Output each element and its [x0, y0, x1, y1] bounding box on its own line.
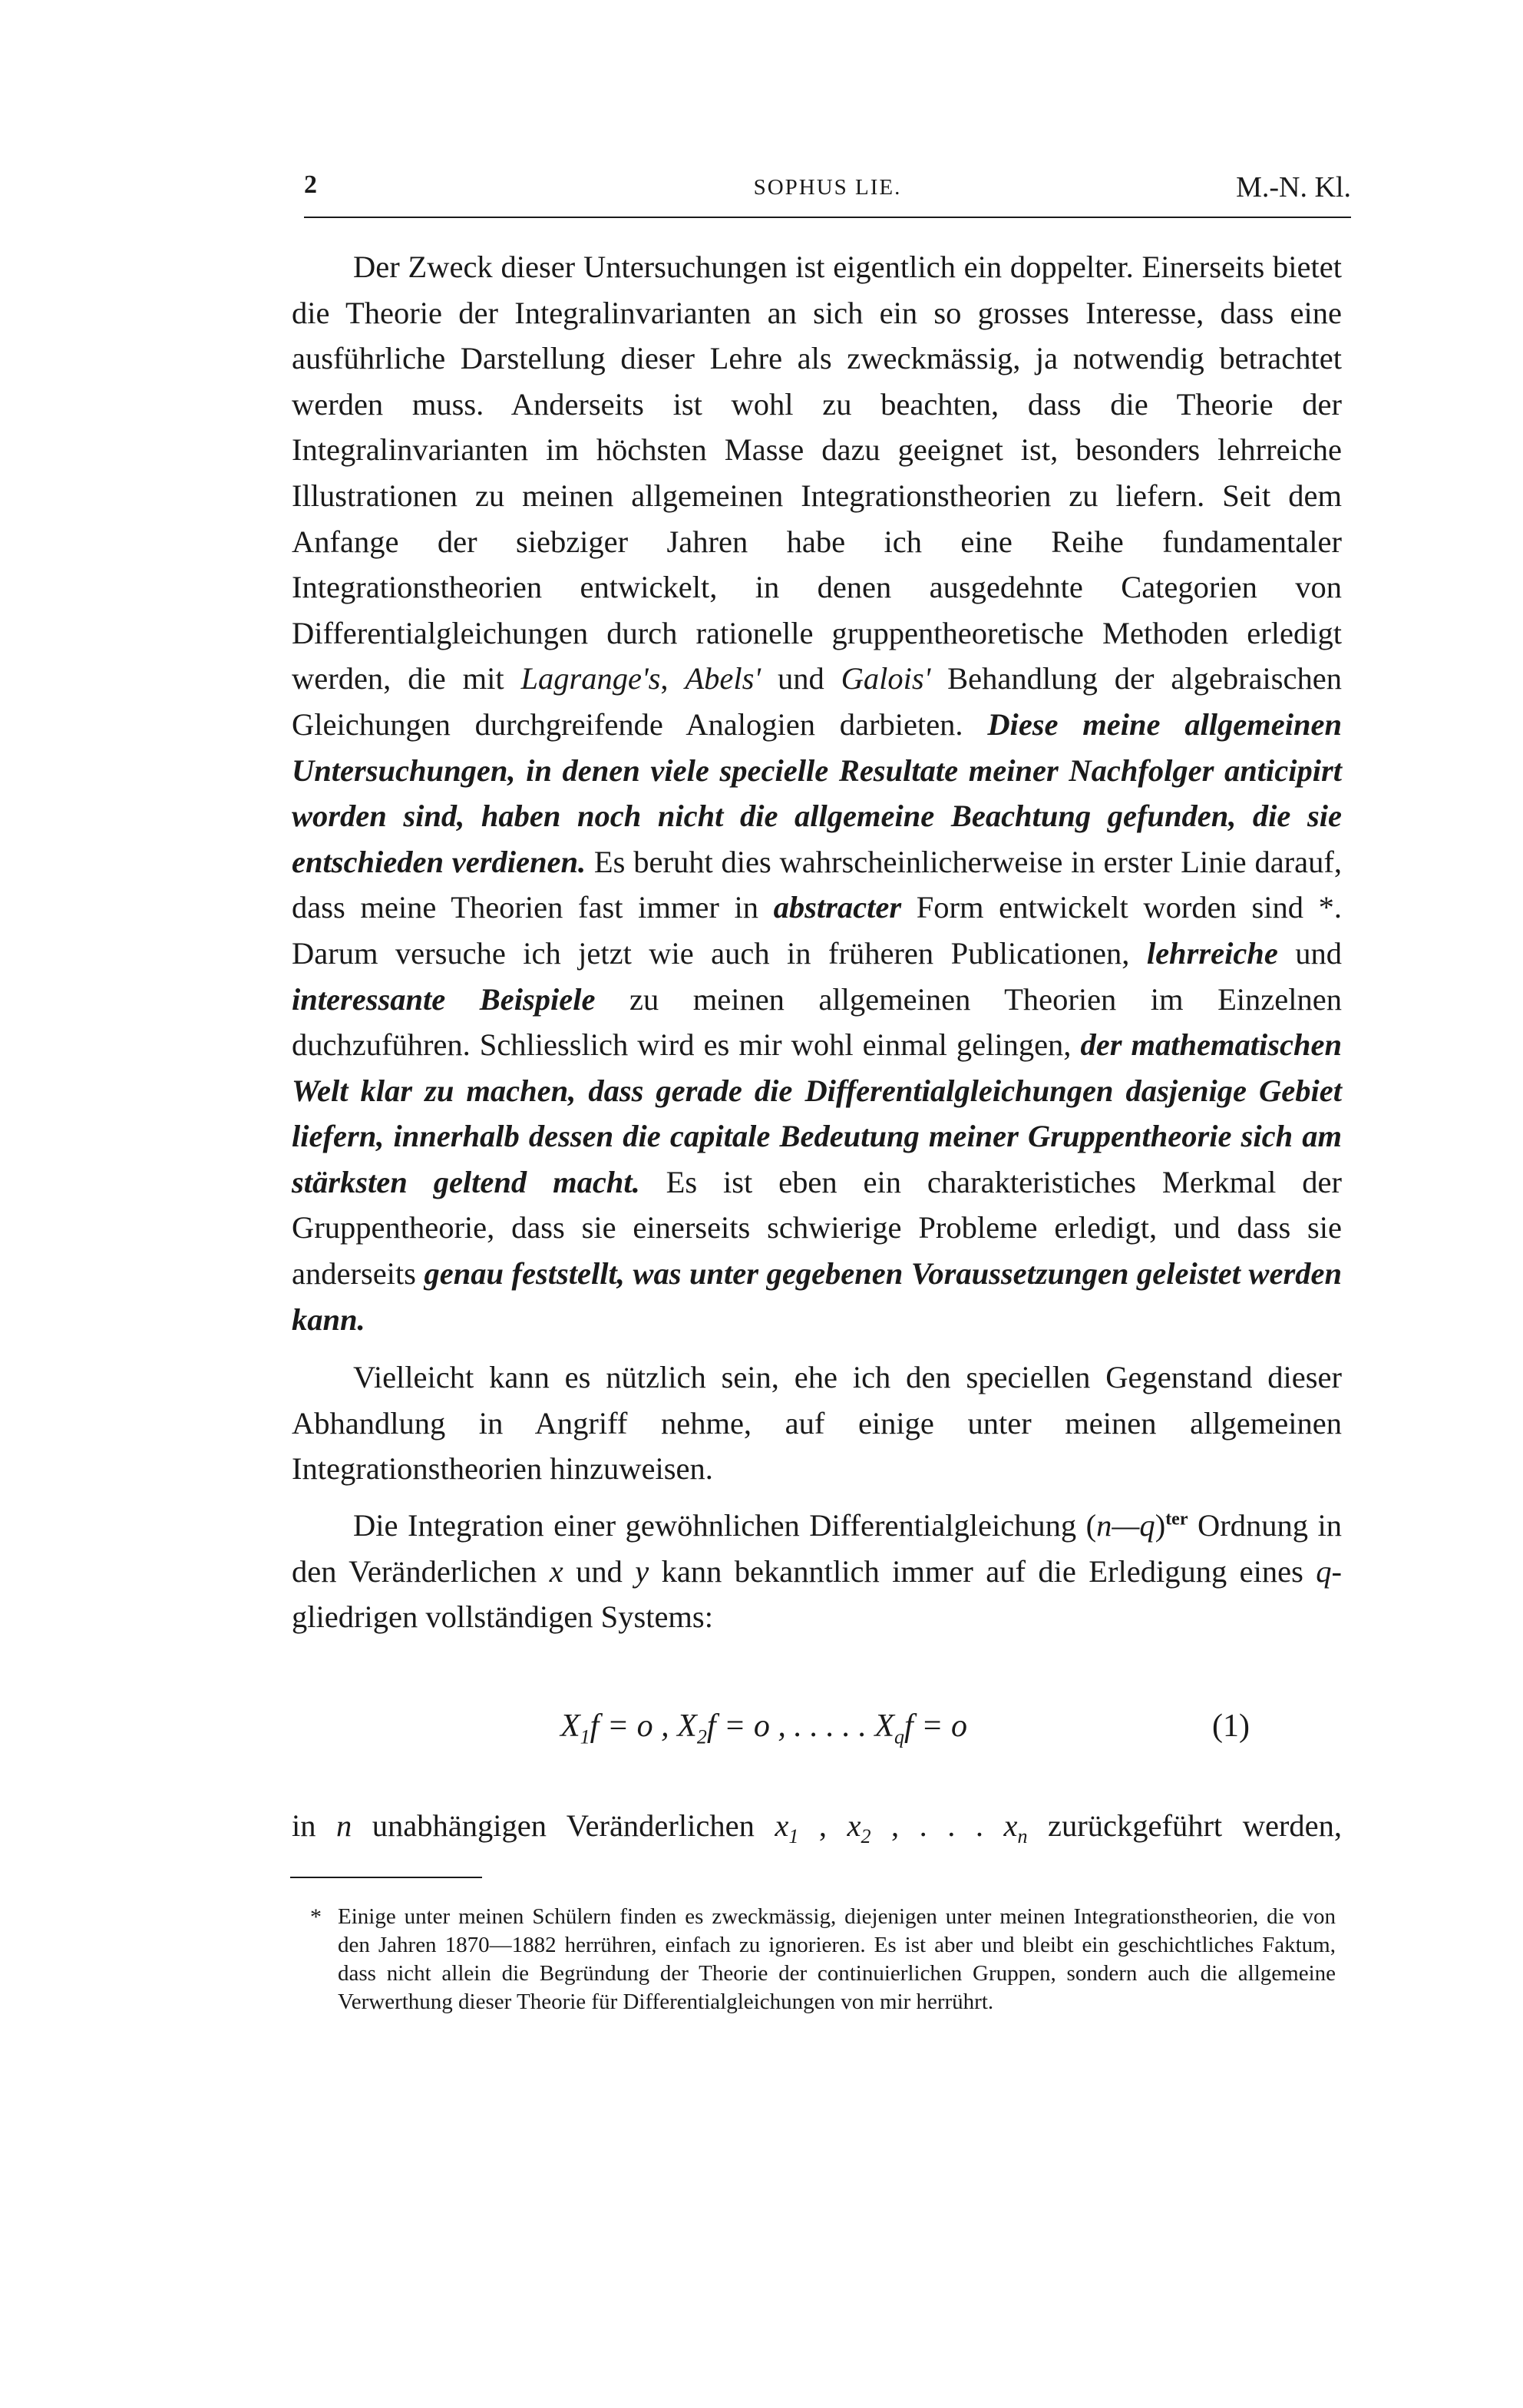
paragraph-3 — [292, 1503, 1342, 1640]
subscript: 2 — [696, 1725, 707, 1748]
emphasis: der mathematischen Welt klar zu machen, dass gerade die Differentialgleichungen dasjenige Gebiet liefern, innerhalb dessen die capitale Bedeutung meiner Gruppentheorie sich am stärksten geltend macht. — [292, 1027, 1343, 1199]
text-run: in — [292, 1808, 337, 1843]
math-var: X — [560, 1708, 580, 1744]
math-run: f = o , . . . . . — [706, 1708, 875, 1744]
equation-number: (1) — [1212, 1708, 1250, 1744]
footnote-text: Einige unter meinen Schülern finden es zweckmässig, diejenigen unter meinen Integrationstheorien, die von den Jahren 1870—1882 herrühren, einfach zu ignorieren. Es ist aber und bleibt ein geschichtliches Faktum, dass nicht allein die Begründung der Theorie der continuierlichen Gruppen, sondern auch die allgemeine Verwerthung dieser Theorie für Differentialgleichungen von mir herrührt. — [338, 1904, 1336, 2014]
text-run: , — [798, 1808, 847, 1843]
footnote — [310, 1903, 1336, 2016]
subscript: 1 — [580, 1725, 590, 1748]
text-run: unabhängigen Veränderlichen — [352, 1808, 775, 1843]
text-run: Die Integration einer gewöhnlichen Differentialgleichung ( — [353, 1508, 1097, 1543]
header-rule — [304, 217, 1351, 218]
text-run: , — [660, 661, 686, 696]
superscript: ter — [1165, 1509, 1188, 1530]
running-title: SOPHUS LIE. — [753, 175, 902, 200]
footnote-rule — [290, 1877, 482, 1878]
text-run: , . . . — [871, 1808, 1004, 1843]
math-var: X — [677, 1708, 697, 1744]
text-run: Ordnung in den Veränderlichen — [292, 1508, 1342, 1589]
math-var: y — [635, 1553, 649, 1589]
text-run: und — [761, 661, 841, 696]
text-run: und — [1277, 935, 1342, 971]
math-run: f = o — [904, 1708, 968, 1744]
text-run: und — [563, 1553, 636, 1589]
equation-body — [560, 1703, 967, 1749]
emphasis: abstracter — [773, 890, 902, 925]
footnote-marker: * — [310, 1904, 322, 1930]
subscript: q — [894, 1725, 904, 1748]
text-run: Der Zweck dieser Untersuchungen ist eigentlich ein doppelter. Einerseits bietet die Theorie der Integralinvarianten an sich ein so grosses Interesse, dass eine ausführliche Darstellung dieser Lehre als zweckmässig, ja notwendig betrachtet werden muss. Anderseits ist wohl zu beachten, dass die Theorie der Integralinvarianten im höchsten Masse dazu geeignet ist, besonders lehrreiche Illustrationen zu meinen allgemeinen Integrationstheorien zu liefern. Seit dem Anfange der siebziger Jahren habe ich eine Reihe fundamentaler Integrationstheorien entwickelt, in denen ausgedehnte Categorien von Differentialgleichungen durch rationelle gruppentheoretische Methoden erledigt werden, die mit — [292, 250, 1342, 696]
text-run: -gliedrigen vollständigen Systems: — [292, 1553, 1342, 1635]
subscript: 2 — [861, 1825, 871, 1848]
math-var: x — [549, 1553, 563, 1589]
equation-1 — [292, 1703, 1342, 1749]
paragraph-2: Vielleicht kann es nützlich sein, ehe ich den speciellen Gegenstand dieser Abhandlung in Angriff nehme, auf einige unter meinen allgemeinen Integrationstheorien hinzuweisen. — [292, 1360, 1342, 1487]
name-abel: Abels' — [685, 661, 762, 696]
subscript: n — [1017, 1825, 1028, 1848]
text-run: Behandlung der algebraischen Gleichungen durchgreifende Analogien darbieten. — [292, 661, 1343, 742]
text-run: kann bekanntlich immer auf die Erledigung eines — [649, 1553, 1317, 1589]
section-label: M.-N. Kl. — [1236, 171, 1351, 203]
running-header — [304, 170, 1351, 218]
text-run: zu meinen allgemeinen Theorien im Einzelnen duchzuführen. Schliesslich wird es mir wohl einmal gelingen, — [292, 981, 1342, 1063]
text-run: ) — [1155, 1508, 1166, 1543]
math-var: x — [1003, 1808, 1018, 1843]
emphasis: interessante Beispiele — [292, 981, 596, 1017]
emphasis: Diese meine allgemeinen Untersuchungen, in denen viele specielle Resultate meiner Nachfolger anticipirt worden sind, haben noch nicht die allgemeine Beachtung gefunden, die sie entschieden verdienen. — [292, 706, 1342, 879]
paragraph-1 — [292, 244, 1342, 1342]
emphasis: lehrreiche — [1146, 935, 1278, 971]
math-var: n — [336, 1808, 352, 1843]
emphasis: genau feststellt, was unter gegebenen Voraussetzungen geleistet werden kann. — [292, 1256, 1342, 1337]
math-var: x — [847, 1808, 861, 1843]
name-galois: Galois' — [841, 661, 931, 696]
text-run: zurückgeführt werden, — [1027, 1808, 1343, 1843]
text-run: Form entwickelt worden sind *. Darum versuche ich jetzt wie auch in früheren Publicationen, — [292, 890, 1343, 971]
subscript: 1 — [788, 1825, 799, 1848]
text-run: Es beruht dies wahrscheinlicherweise in erster Linie darauf, dass meine Theorien fast immer in — [292, 844, 1342, 925]
math-var: x — [775, 1808, 789, 1843]
main-text — [292, 244, 1342, 1640]
name-lagrange: Lagrange's — [520, 661, 661, 696]
math-run: f = o , — [590, 1708, 678, 1744]
math-var: q — [1316, 1553, 1332, 1589]
page-number: 2 — [304, 170, 317, 199]
text-run: Es ist eben ein charakteristiches Merkmal der Gruppentheorie, dass sie einerseits schwierige Probleme erledigt, und dass sie anderseits — [292, 1164, 1342, 1292]
continuation-line — [292, 1803, 1342, 1849]
math-var: n—q — [1096, 1508, 1155, 1543]
math-var: X — [874, 1708, 894, 1744]
